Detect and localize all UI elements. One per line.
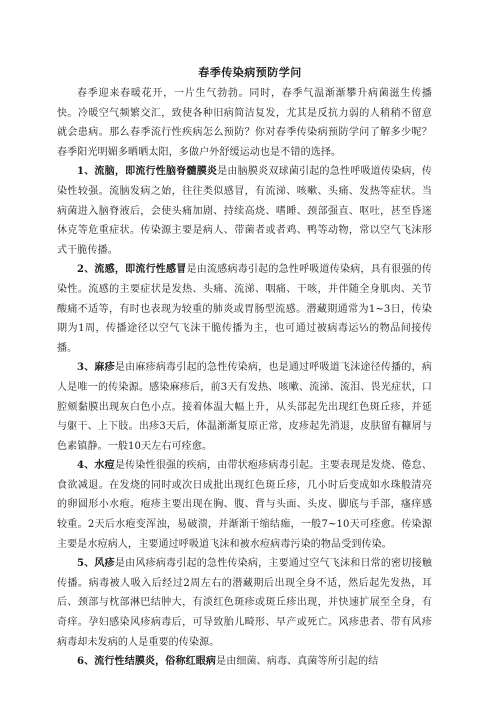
paragraph-text: 是由麻疹病毒引起的急性传染病，也是通过呼吸道飞沫途径传播的，病人是唯一的传染源。感染麻疹后，前3天有发热、咳嗽、流涕、流泪、畏光症状，口腔颊黏膜出现灰白色小点。接着体温大幅上升，从头部起先出现红色斑丘疹，并延与躯干、上下肢。出疹3天后，体温渐渐复原正常，皮疹起先消退，皮肤留有糠屑与色素镇静。一般10天左右可痊愈。: [57, 362, 432, 452]
paragraph-intro: [57, 84, 432, 162]
paragraph-text: 是传染性很强的疾病，由带状疱疹病毒引起。主要表现是发烧、倦怠、食欲减退。在发烧的同时或次日成批出现红色斑丘疹，几小时后变成如水珠般清亮的卵圆形小水疱。疱疹主要出现在胸、腹、背与头面、头皮、脚底与手部，瘙痒感较重。2天后水疱变浑浊，易破溃，并渐渐干缩结痂，一般7~10天可痊愈。传染源主要是水痘病人，主要通过呼吸道飞沫和被水痘病毒污染的物品受到传染。: [57, 460, 432, 550]
paragraph-lead: 6、流行性结膜炎，俗称红眼病: [77, 656, 217, 668]
paragraph-lead: 1、流脑，即流行性脑脊髓膜炎: [77, 166, 218, 178]
paragraph-lead: 3、麻疹: [77, 362, 115, 374]
paragraph-text: 是由风疹病毒引起的急性传染病，主要通过空气飞沫和日常的密切接触传播。病毒被人吸入后经过2周左右的潜藏期后出现全身不适，然后起先发热，耳后、颈部与枕部淋巴结肿大，有淡红色斑疹或斑丘疹出现，并快速扩展至全身，有奇痒。孕妇感染风疹病毒后，可导致胎儿畸形、早产或死亡。风疹患者、带有风疹病毒却未发病的人是重要的传染源。: [57, 558, 432, 648]
paragraph-text: 是由脑膜炎双球菌引起的急性呼吸道传染病，传染性较强。流脑发病之始，往往类似感冒，有流涕、咳嗽、头痛、发热等症状。当病菌进入脑脊液后，会使头痛加剧、持续高烧、嗜睡、颈部强直、呕吐，甚至昏迷休克等危重症状。传染源主要是病人、带菌者或者鸡、鸭等动物，常以空气飞沫形式干脆传播。: [57, 166, 432, 256]
document-title: 春季传染病预防学问: [198, 66, 302, 79]
paragraph-chickenpox: [57, 456, 432, 554]
document-body: [57, 84, 432, 672]
paragraph-lead: 4、水痘: [77, 460, 115, 472]
paragraph-lead: 5、风疹: [77, 558, 115, 570]
paragraph-meningitis: [57, 162, 432, 260]
paragraph-lead: 2、流感，即流行性感冒: [77, 264, 187, 276]
paragraph-text: 是由细菌、病毒、真菌等所引起的结: [216, 656, 379, 668]
paragraph-text: 春季迎来春暖花开，一片生气勃勃。同时，春季气温渐渐攀升病菌滋生传播快。冷暖空气频繁交汇，致使各种旧病简洁复发，尤其是反抗力弱的人稍稍不留意就会患病。那么春季流行性疾病怎么预防？你对春季传染病预防学问了解多少呢？春季阳光明媚多晒晒太阳，多做户外舒缓运动也是不错的选择。: [57, 88, 432, 158]
paragraph-text: 是由流感病毒引起的急性呼吸道传染病，具有很强的传染性。流感的主要症状是发热、头痛、流涕、咽痛、干咳，并伴随全身肌肉、关节酸痛不适等，有时也表现为较重的肺炎或胃肠型流感。潜藏期通常为1~3日，传染期为1周，传播途径以空气飞沫干脆传播为主，也可通过被病毒运⅓的物品间接传播。: [57, 264, 432, 354]
paragraph-rubella: [57, 554, 432, 652]
paragraph-influenza: [57, 260, 432, 358]
paragraph-conjunctivitis: [57, 652, 432, 672]
paragraph-measles: [57, 358, 432, 456]
